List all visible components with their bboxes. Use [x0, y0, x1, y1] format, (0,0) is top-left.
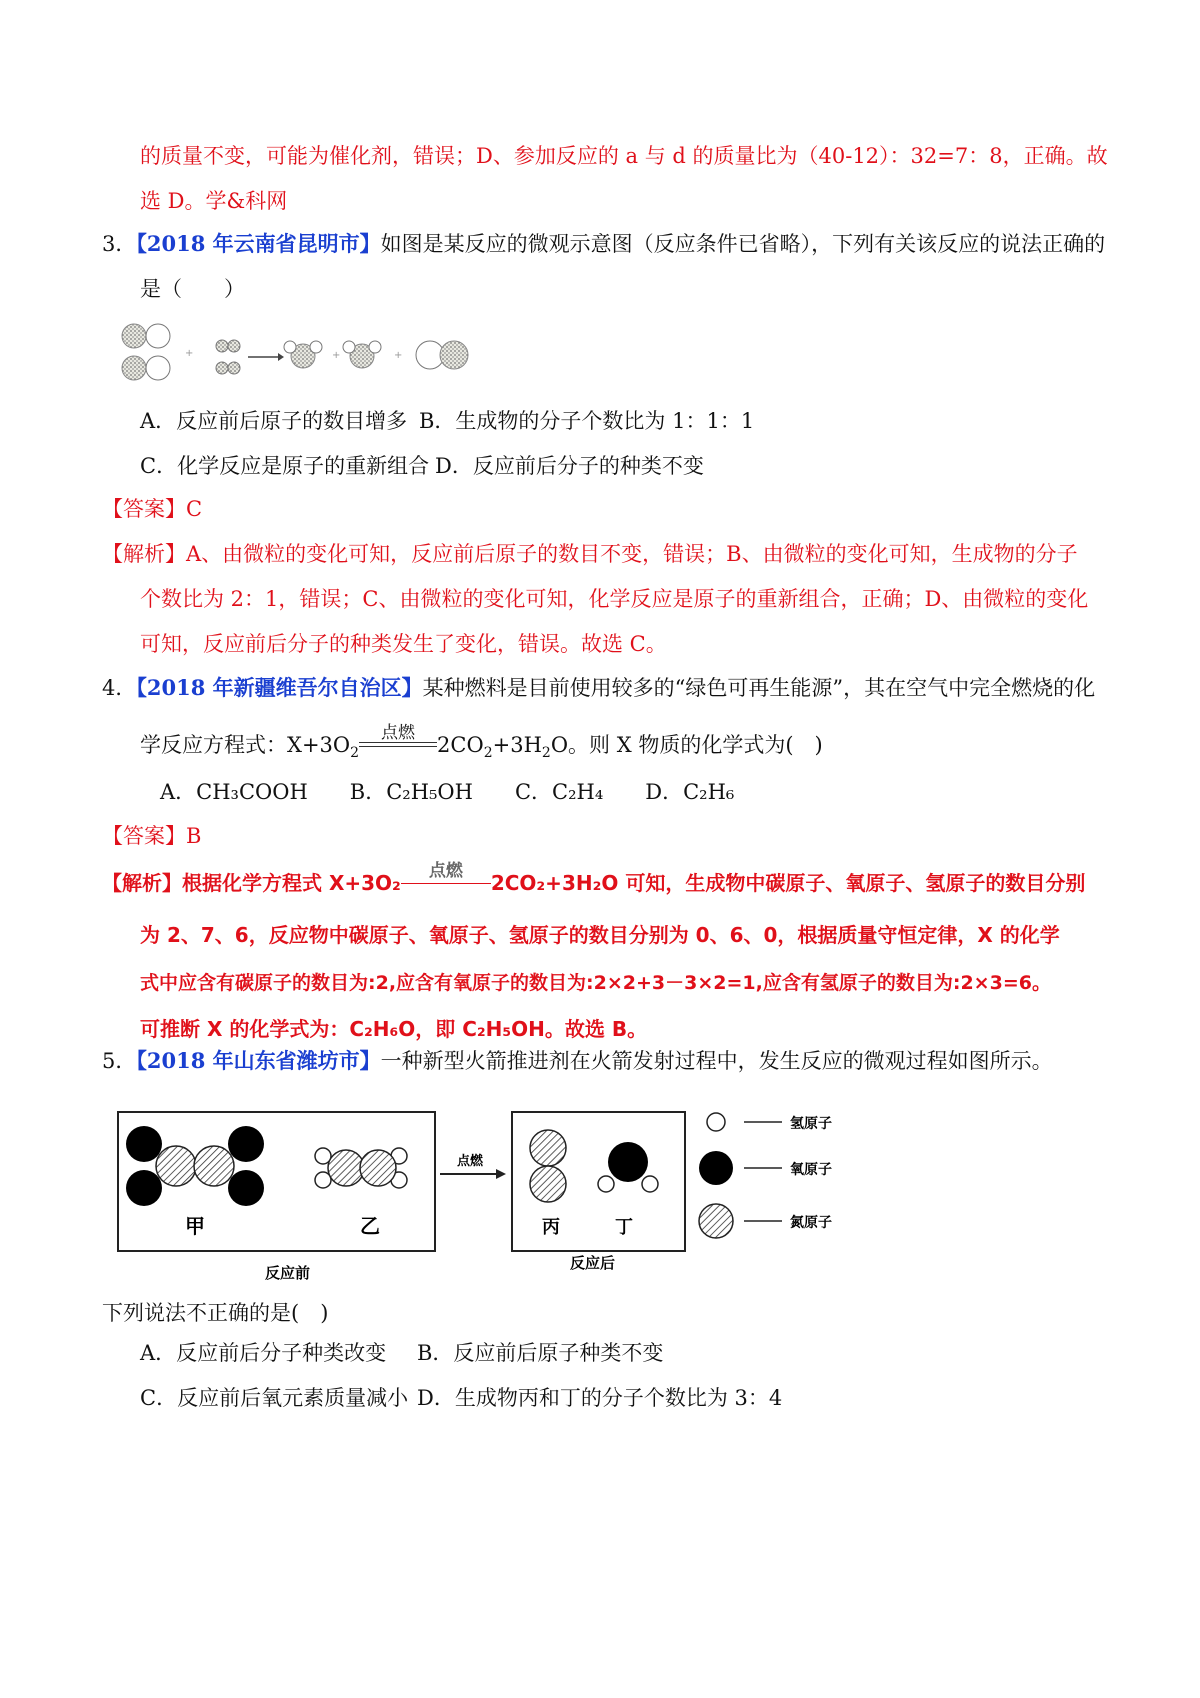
- q4-analysis-line-2: 为 2、7、6，反应物中碳原子、氧原子、氢原子的数目分别为 0、6、0，根据质量守恒定律，X 的化学: [140, 923, 1060, 947]
- q5-legend-o-swatch: [699, 1151, 733, 1185]
- q5-option-a: A．反应前后分子种类改变: [140, 1341, 387, 1365]
- q5-stem: [102, 1046, 1053, 1076]
- q3-option-d: D．反应前后分子的种类不变: [435, 454, 704, 478]
- q3-product-2-molecule: [343, 341, 381, 368]
- q4-eq-product-2: +3H: [492, 733, 542, 757]
- q4-stem: [102, 673, 1095, 703]
- q4-eq-sub-1: 2: [483, 745, 493, 761]
- svg-text:+: +: [394, 350, 403, 361]
- q4-number: 4．: [102, 676, 137, 700]
- q3-number: 3．: [102, 232, 137, 256]
- q4-eq-condition-text: 点燃: [381, 723, 416, 743]
- q5-legend: [699, 1113, 832, 1238]
- q4-stem-text: 某种燃料是目前使用较多的“绿色可再生能源”，其在空气中完全燃烧的化: [422, 676, 1096, 700]
- q5-molecule-ding: [598, 1142, 658, 1192]
- q3-stem-text: 如图是某反应的微观示意图（反应条件已省略），下列有关该反应的说法正确的: [380, 232, 1106, 256]
- q4-options: A．CH₃COOH B．C₂H₅OH C．C₂H₄ D．C₂H₆: [160, 780, 735, 804]
- q3-reactant-1-molecules: [122, 324, 170, 380]
- q5-legend-n-swatch: [699, 1204, 733, 1238]
- q3-reactant-2-molecules: [216, 340, 240, 374]
- q5-option-d: D．生成物丙和丁的分子个数比为 3：4: [417, 1386, 783, 1410]
- q5-label-jia: 甲: [185, 1214, 205, 1238]
- q3-source: 【2018 年云南省昆明市】: [136, 231, 381, 256]
- svg-text:+: +: [332, 350, 341, 361]
- q5-molecule-bing: [530, 1130, 566, 1202]
- q5-option-c: C．反应前后氧元素质量减小: [140, 1386, 409, 1410]
- q3-reaction-diagram: [118, 322, 478, 387]
- q4-analysis-eq-pre: 【解析】根据化学方程式 X+3O₂: [102, 871, 401, 895]
- q3-option-a: A．反应前后原子的数目增多: [140, 409, 408, 433]
- q5-legend-o: 氧原子: [790, 1162, 832, 1178]
- q5-question: 下列说法不正确的是( ): [102, 1301, 329, 1325]
- q4-eq-reactants: 学反应方程式：X+3O: [140, 733, 351, 757]
- q3-option-c: C．化学反应是原子的重新组合: [140, 454, 430, 478]
- q4-analysis-eq-condition-text: 点燃: [428, 861, 463, 881]
- q5-option-b: B．反应前后原子种类不变: [417, 1341, 664, 1365]
- svg-text:+: +: [185, 348, 194, 359]
- q5-molecule-yi: [315, 1148, 407, 1188]
- q3-stem-line-2: 是（ ）: [140, 277, 245, 301]
- q4-analysis-line-4: 可推断 X 的化学式为：C₂H₆O，即 C₂H₅OH。故选 B。: [140, 1017, 648, 1041]
- q5-legend-h-swatch: [707, 1113, 725, 1131]
- q3-option-b: B．生成物的分子个数比为 1：1：1: [419, 409, 755, 433]
- q4-source: 【2018 年新疆维吾尔自治区】: [136, 675, 423, 700]
- q5-reaction-diagram: [110, 1100, 870, 1285]
- q4-equation-line: [140, 723, 823, 768]
- q4-analysis-eq-condition: [401, 861, 491, 898]
- q3-arrow: [248, 353, 284, 361]
- q4-analysis-line-1: [102, 861, 1086, 898]
- q3-analysis-line-1: 【解析】A、由微粒的变化可知，反应前后原子的数目不变，错误；B、由微粒的变化可知，生成物的分子: [102, 542, 1078, 566]
- q4-eq-sub: 2: [350, 745, 360, 761]
- q3-analysis-line-2: 个数比为 2：1，错误；C、由微粒的变化可知，化学反应是原子的重新组合，正确；D、由微粒的变化: [140, 587, 1089, 611]
- q5-source: 【2018 年山东省潍坊市】: [136, 1048, 381, 1073]
- prev-analysis-line-1: 的质量不变，可能为催化剂，错误；D、参加反应的 a 与 d 的质量比为（40-12）：32=7：8，正确。故: [140, 144, 1108, 168]
- q5-label-yi: 乙: [360, 1214, 380, 1238]
- q4-eq-condition: [359, 723, 437, 760]
- q5-arrow: [440, 1169, 506, 1179]
- q4-analysis-line-3: 式中应含有碳原子的数目为:2,应含有氧原子的数目为:2×2+3－3×2=1,应含有氢原子的数目为:2×3=6。: [140, 972, 1051, 994]
- q5-arrow-label: 点燃: [457, 1154, 484, 1169]
- prev-analysis-line-2: 选 D。学&科网: [140, 189, 288, 213]
- q5-molecule-jia: [126, 1126, 264, 1206]
- q4-eq-sub-2: 2: [541, 745, 551, 761]
- q3-analysis-line-3: 可知，反应前后分子的种类发生了变化，错误。故选 C。: [140, 632, 667, 656]
- q5-legend-n: 氮原子: [790, 1215, 832, 1231]
- q4-answer: 【答案】B: [102, 824, 202, 848]
- q5-number: 5．: [102, 1049, 137, 1073]
- q3-product-1-molecule: [284, 341, 322, 368]
- q5-stem-text: 一种新型火箭推进剂在火箭发射过程中，发生反应的微观过程如图所示。: [380, 1049, 1053, 1073]
- q3-stem: [102, 229, 1105, 259]
- q4-eq-tail: O。则 X 物质的化学式为( ): [550, 733, 823, 757]
- q3-answer: 【答案】C: [102, 497, 203, 521]
- q5-label-bing: 丙: [542, 1217, 560, 1238]
- q4-analysis-eq-post: 2CO₂+3H₂O 可知，生成物中碳原子、氧原子、氢原子的数目分别: [490, 871, 1086, 895]
- q4-eq-product-1: 2CO: [437, 733, 484, 757]
- q5-label-after: 反应后: [570, 1254, 616, 1272]
- q5-legend-h: 氢原子: [790, 1116, 832, 1132]
- q5-label-before: 反应前: [265, 1264, 311, 1282]
- q3-product-3-molecule: [416, 341, 468, 369]
- q5-label-ding: 丁: [615, 1217, 633, 1238]
